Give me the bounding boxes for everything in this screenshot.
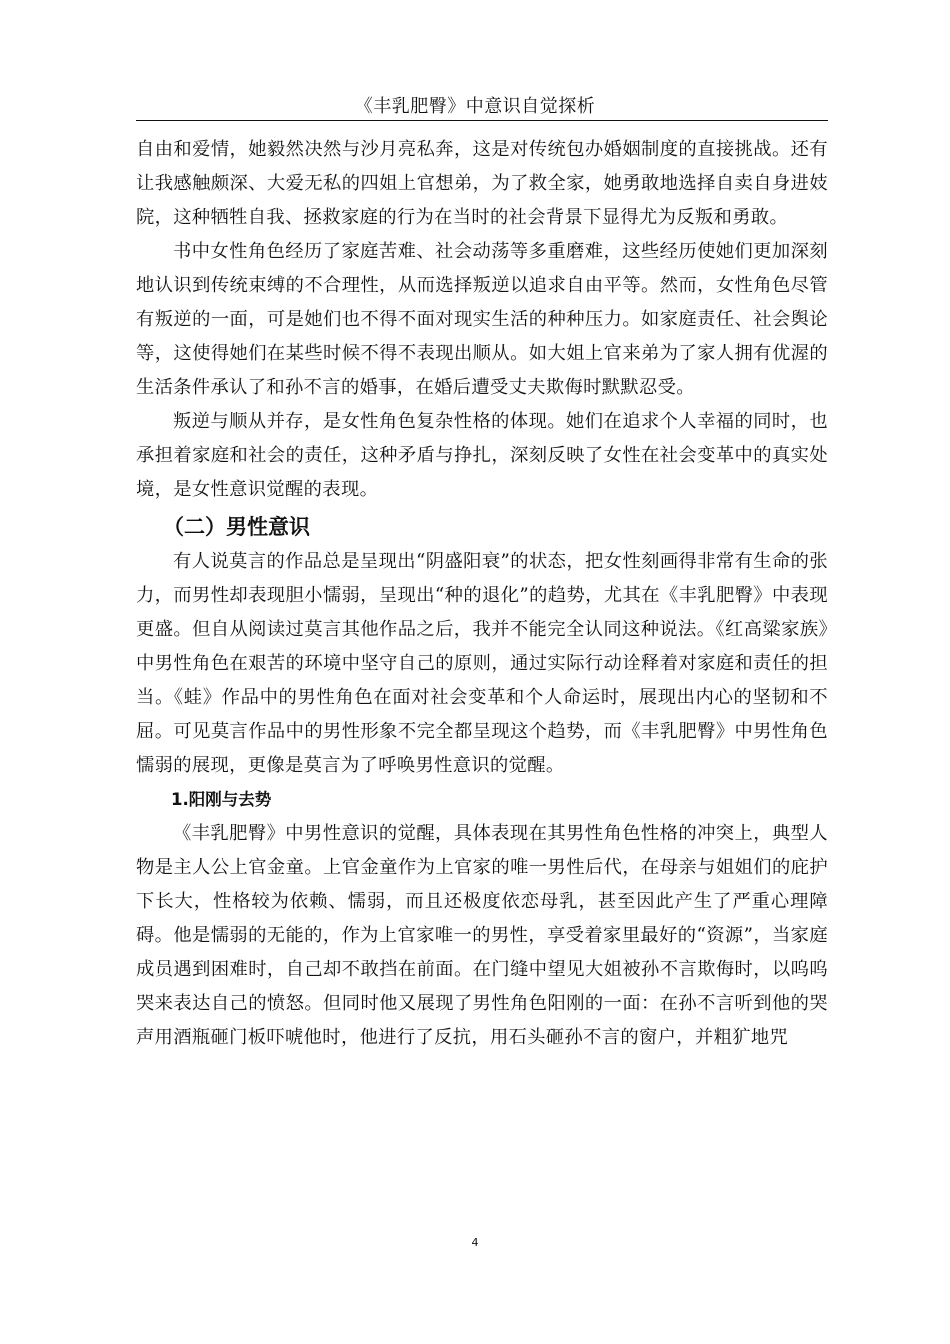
paragraph-3: 叛逆与顺从并存，是女性角色复杂性格的体现。她们在追求个人幸福的同时，也承担着家庭和社会的责任，这种矛盾与挣扎，深刻反映了女性在社会变革中的真实处境，是女性意识觉醒的表现。 [136,411,828,500]
document-body [136,133,828,1055]
section-heading-male-consciousness: （二）男性意识 [163,515,310,539]
paragraph-5: 《丰乳肥臀》中男性意识的觉醒，具体表现在其男性角色性格的冲突上，典型人物是主人公上官金童。上官金童作为上官家的唯一男性后代，在母亲与姐姐们的庇护下长大，性格较为依赖、懦弱，而且还极度依恋母乳，甚至因此产生了严重心理障碍。他是懦弱的无能的，作为上官家唯一的男性，享受着家里最好的“资源”，当家庭成员遇到困难时，自己却不敢挡在前面。在门缝中望见大姐被孙不言欺侮时，以呜呜哭来表达自己的愤怒。但同时他又展现了男性角色阳刚的一面：在孙不言听到他的哭声用酒瓶砸门板吓唬他时，他进行了反抗，用石头砸孙不言的窗户，并粗犷地咒 [136,823,828,1048]
header-divider [136,120,828,121]
paragraph-1: 自由和爱情，她毅然决然与沙月亮私奔，这是对传统包办婚姻制度的直接挑战。还有让我感触颇深、大爱无私的四姐上官想弟，为了救全家，她勇敢地选择自卖自身进妓院，这种牺牲自我、拯救家庭的行为在当时的社会背景下显得尤为反叛和勇敢。 [136,139,828,228]
paragraph-4: 有人说莫言的作品总是呈现出“阴盛阳衰”的状态，把女性刻画得非常有生命的张力，而男性却表现胆小懦弱，呈现出“种的退化”的趋势，尤其在《丰乳肥臀》中表现更盛。但自从阅读过莫言其他作品之后，我并不能完全认同这种说法。《红高粱家族》中男性角色在艰苦的环境中坚守自己的原则，通过实际行动诠释着对家庭和责任的担当。《蛙》作品中的男性角色在面对社会变革和个人命运时，展现出内心的坚韧和不屈。可见莫言作品中的男性形象不完全都呈现这个趋势，而《丰乳肥臀》中男性角色懦弱的展现，更像是莫言为了呼唤男性意识的觉醒。 [136,551,828,776]
page-number: 4 [471,1236,479,1249]
running-header-title: 《丰乳肥臀》中意识自觉探析 [354,96,596,117]
paragraph-2: 书中女性角色经历了家庭苦难、社会动荡等多重磨难，这些经历使她们更加深刻地认识到传统束缚的不合理性，从而选择叛逆以追求自由平等。然而，女性角色尽管有叛逆的一面，可是她们也不得不面对现实生活的种种压力。如家庭责任、社会舆论等，这使得她们在某些时候不得不表现出顺从。如大姐上官来弟为了家人拥有优渥的生活条件承认了和孙不言的婚事，在婚后遭受丈夫欺侮时默默忍受。 [136,241,828,398]
subsection-heading-yanggang: 1.阳刚与去势 [171,790,272,809]
